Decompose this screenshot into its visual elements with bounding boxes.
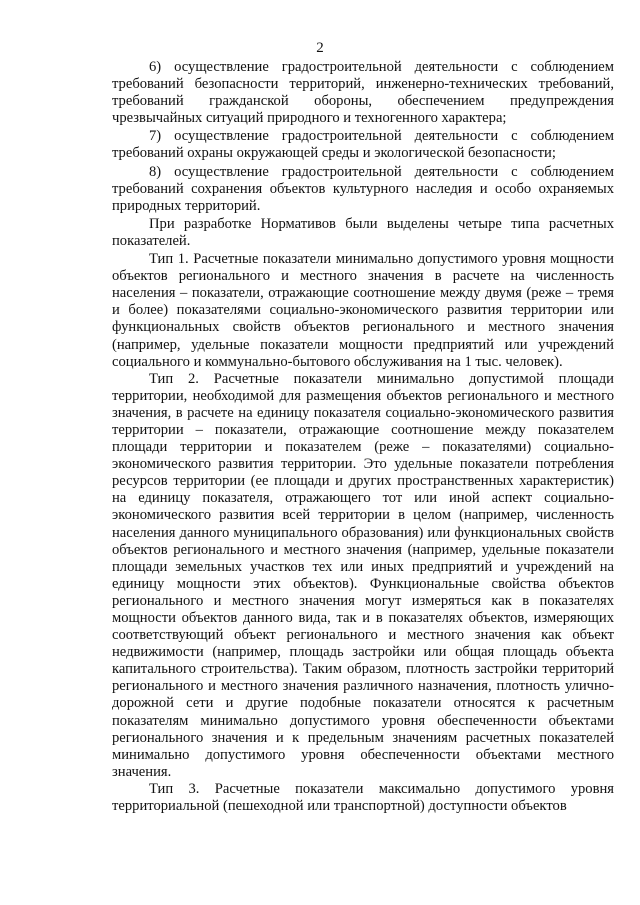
paragraph-type-2: Тип 2. Расчетные показатели минимально допустимой площади территории, необходимой для размещения объектов регионального и местного значения, в расчете на единицу показателя социально-экономического развития территории – показатели, отражающие соотношение между показателем площади территории и показателем (реже – показателями) социально-экономического развития территории. Это удельные показатели потребления ресурсов территории (ее площади и других пространственных характеристик) на единицу показателя, отражающего тот или иной аспект социально-экономического развития всей территории в целом (например, численность населения данного муниципального образования) или функциональных свойств объектов регионального и местного значения (например, удельные показатели площади земельных участков тех или иных предприятий и учреждений на единицу мощности этих объектов). Функциональные свойства объектов регионального и местного значения могут измеряться как в показателях мощности объектов данного вида, так и в показателях объектов, измеряющих соответствующий объект регионального и местного значения как объект недвижимости (например, площадь застройки или общая площадь объекта капитального строительства). Таким образом, плотность застройки территорий регионального и местного значения различного назначения, плотность улично-дорожной сети и другие подобные показатели относятся к расчетным показателям минимально допустимого уровня обеспеченности объектами регионального значения и к предельным значениям расчетных показателей минимально допустимого уровня обеспеченности объектами местного значения. xyxy=(112,370,614,780)
paragraph-item-8: 8) осуществление градостроительной деятельности с соблюдением требований сохранения объектов культурного наследия и особо охраняемых природных территорий. xyxy=(112,163,614,214)
paragraph-type-3: Тип 3. Расчетные показатели максимально допустимого уровня территориальной (пешеходной или транспортной) доступности объектов xyxy=(112,780,614,815)
page-number: 2 xyxy=(316,40,324,56)
paragraph-item-6: 6) осуществление градостроительной деятельности с соблюдением требований безопасности территорий, инженерно-технических требований, требований гражданской обороны, обеспечением предупреждения чрезвычайных ситуаций природного и техногенного характера; xyxy=(112,59,614,127)
document-body xyxy=(112,59,614,815)
paragraph-item-7: 7) осуществление градостроительной деятельности с соблюдением требований охраны окружающей среды и экологической безопасности; xyxy=(112,128,614,162)
paragraph-indicator-types-intro: При разработке Нормативов были выделены четыре типа расчетных показателей. xyxy=(112,215,614,249)
paragraph-type-1: Тип 1. Расчетные показатели минимально допустимого уровня мощности объектов регионального и местного значения в расчете на численность населения – показатели, отражающие соотношение между двумя (реже – тремя и более) показателями социально-экономического развития территории или функциональных свойств объектов регионального и местного значения (например, удельные показатели мощности предприятий или учреждений социального и коммунально-бытового обслуживания на 1 тыс. человек). xyxy=(112,251,614,370)
